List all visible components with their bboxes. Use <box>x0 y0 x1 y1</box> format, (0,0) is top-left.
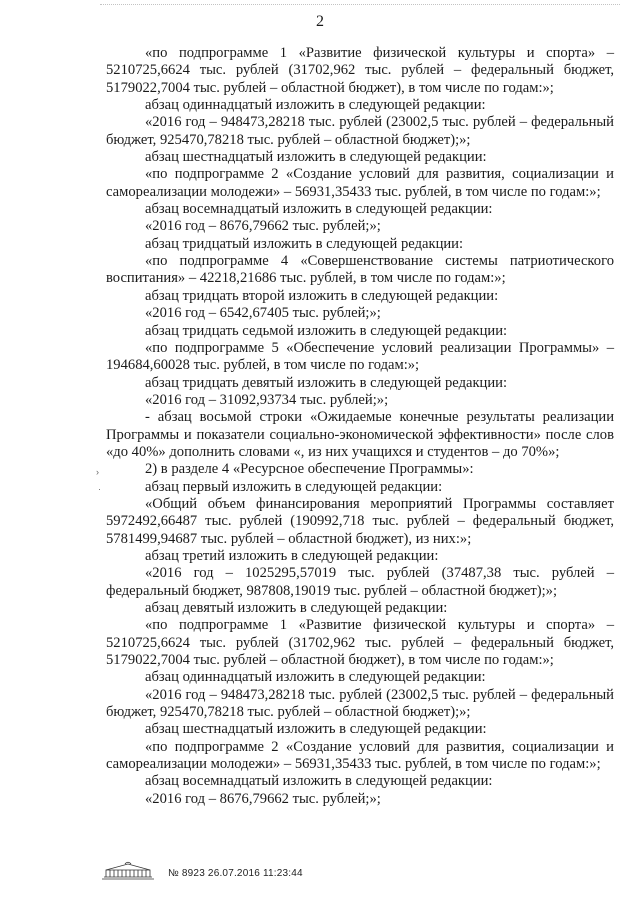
margin-mark: · <box>98 484 101 494</box>
paragraph: «2016 год – 948473,28218 тыс. рублей (23002,5 тыс. рублей – федеральный бюджет, 925470,78218 тыс. рублей – областной бюджет);»; <box>106 114 614 148</box>
paragraph: «Общий объем финансирования мероприятий Программы составляет 5972492,66487 тыс. рублей (190992,718 тыс. рублей – федеральный бюджет, 5781499,94687 тыс. рублей – областной бюджет), из них:»; <box>106 495 614 547</box>
paragraph: «2016 год – 31092,93734 тыс. рублей;»; <box>145 391 389 408</box>
paragraph: «2016 год – 6542,67405 тыс. рублей;»; <box>145 305 381 322</box>
paragraph: абзац третий изложить в следующей редакции: <box>145 547 439 564</box>
paragraph: абзац тридцать девятый изложить в следующей редакции: <box>145 374 508 391</box>
paragraph: «по подпрограмме 2 «Создание условий для развития, социализации и самореализации молодежи» – 56931,35433 тыс. рублей, в том числе по годам:»; <box>106 738 614 773</box>
paragraph: «по подпрограмме 1 «Развитие физической культуры и спорта» – 5210725,6624 тыс. рублей (31702,962 тыс. рублей – федеральный бюджет, 5179022,7004 тыс. рублей – областной бюджет), в том числе по годам:»; <box>106 45 614 96</box>
document-body <box>106 45 614 808</box>
paragraph: абзац тридцать седьмой изложить в следующей редакции: <box>145 322 508 339</box>
paragraph: абзац шестнадцатый изложить в следующей редакции: <box>145 721 487 738</box>
paragraph: абзац тридцать второй изложить в следующей редакции: <box>145 287 499 304</box>
paragraph: «2016 год – 8676,79662 тыс. рублей;»; <box>145 218 381 235</box>
paragraph: 2) в разделе 4 «Ресурсное обеспечение Программы»: <box>145 461 474 478</box>
paragraph: «по подпрограмме 2 «Создание условий для развития, социализации и самореализации молодежи» – 56931,35433 тыс. рублей, в том числе по годам:»; <box>106 166 614 200</box>
paragraph: «по подпрограмме 5 «Обеспечение условий реализации Программы» – 194684,60028 тыс. рублей, в том числе по годам:»; <box>106 339 614 374</box>
paragraph: абзац тридцатый изложить в следующей редакции: <box>145 235 464 252</box>
page-number: 2 <box>316 13 324 30</box>
margin-mark: › <box>96 467 99 477</box>
paragraph: - абзац восьмой строки «Ожидаемые конечные результаты реализации Программы и показатели социально-экономической эффективности» после слов «до 40%» дополнить словами «, из них учащихся и студентов – до 70%»; <box>106 409 614 460</box>
registration-number: № 8923 26.07.2016 11:23:44 <box>168 867 303 879</box>
paragraph: абзац одиннадцатый изложить в следующей редакции: <box>145 669 486 686</box>
scan-artifact-line <box>100 4 620 11</box>
parliament-building-icon <box>100 861 156 886</box>
paragraph: «по подпрограмме 1 «Развитие физической культуры и спорта» – 5210725,6624 тыс. рублей (31702,962 тыс. рублей – федеральный бюджет, 5179022,7004 тыс. рублей – областной бюджет), в том числе по годам:»; <box>106 617 614 669</box>
paragraph: абзац первый изложить в следующей редакции: <box>145 478 443 495</box>
paragraph: абзац одиннадцатый изложить в следующей редакции: <box>145 97 486 114</box>
registration-footer <box>100 862 303 884</box>
paragraph: абзац восемнадцатый изложить в следующей редакции: <box>145 201 493 218</box>
paragraph: «2016 год – 948473,28218 тыс. рублей (23002,5 тыс. рублей – федеральный бюджет, 925470,78218 тыс. рублей – областной бюджет);»; <box>106 686 614 721</box>
paragraph: «по подпрограмме 4 «Совершенствование системы патриотического воспитания» – 42218,21686 тыс. рублей, в том числе по годам:»; <box>106 253 614 287</box>
paragraph: «2016 год – 1025295,57019 тыс. рублей (37487,38 тыс. рублей – федеральный бюджет, 987808,19019 тыс. рублей – областной бюджет);»; <box>106 565 614 599</box>
paragraph: «2016 год – 8676,79662 тыс. рублей;»; <box>145 790 381 807</box>
paragraph: абзац восемнадцатый изложить в следующей редакции: <box>145 773 493 790</box>
paragraph: абзац девятый изложить в следующей редакции: <box>145 600 448 616</box>
paragraph: абзац шестнадцатый изложить в следующей редакции: <box>145 149 487 166</box>
